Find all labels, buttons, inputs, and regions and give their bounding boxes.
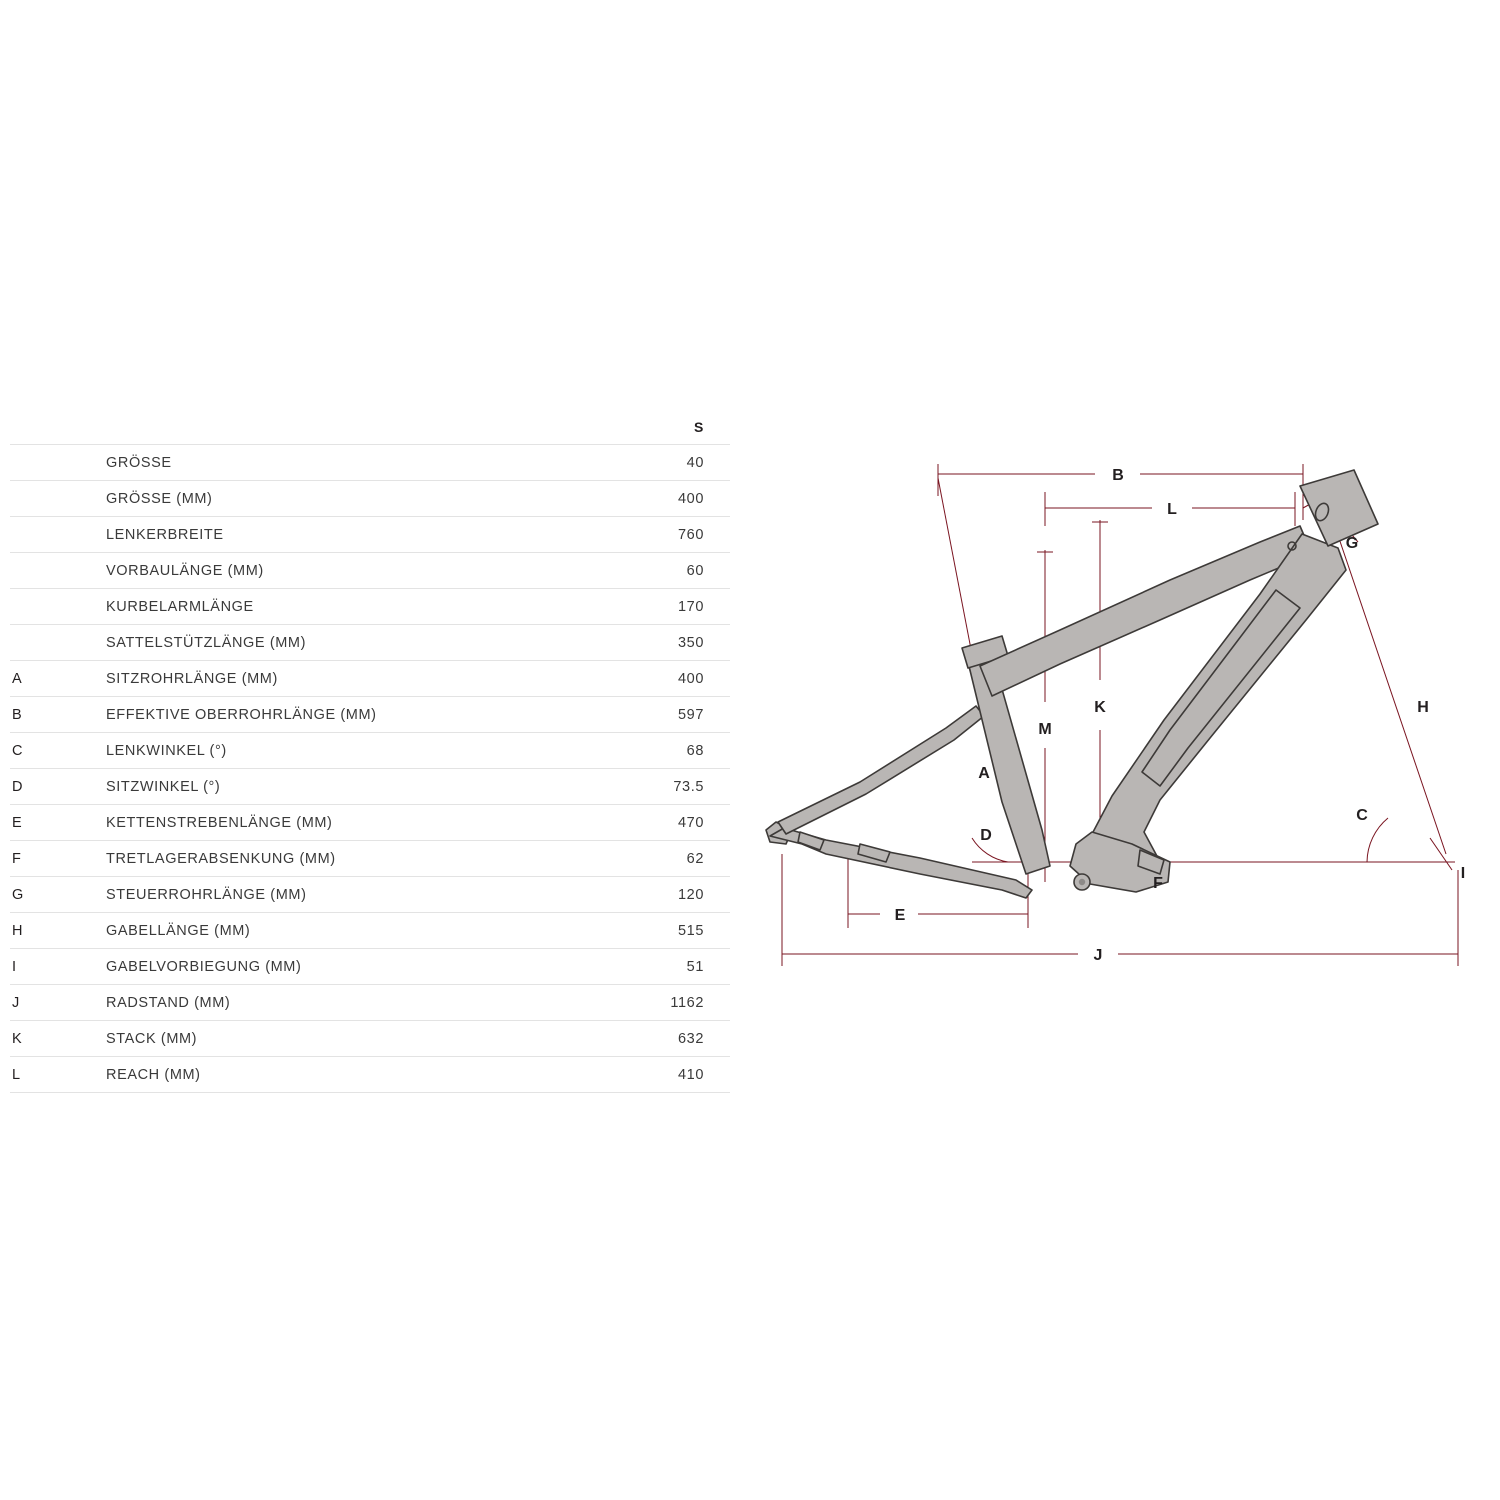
- label-g: G: [1345, 535, 1359, 552]
- row-letter: C: [12, 742, 24, 759]
- table-row: [10, 733, 730, 769]
- label-b: B: [1112, 467, 1124, 484]
- row-value: 60: [686, 562, 704, 579]
- row-label: VORBAULÄNGE (MM): [106, 562, 264, 579]
- dim-c-arc: [1367, 818, 1388, 862]
- row-letter: B: [12, 706, 23, 723]
- label-l: L: [1167, 501, 1177, 518]
- row-letter: L: [12, 1066, 21, 1083]
- row-value: 470: [678, 814, 704, 831]
- row-label: STEUERROHRLÄNGE (MM): [106, 886, 307, 903]
- row-value: 51: [686, 958, 704, 975]
- row-value: 760: [678, 526, 704, 543]
- table-row: [10, 877, 730, 913]
- row-value: 400: [678, 490, 704, 507]
- row-value: 73.5: [673, 778, 704, 795]
- row-letter: A: [12, 670, 23, 687]
- battery-inset: [1142, 590, 1300, 786]
- row-value: 68: [686, 742, 704, 759]
- label-a: A: [978, 765, 990, 782]
- row-letter: H: [12, 922, 24, 939]
- bb-center: [1079, 879, 1085, 885]
- row-label: SITZROHRLÄNGE (MM): [106, 670, 278, 687]
- dim-i-line: [1430, 838, 1452, 870]
- table-head: [10, 410, 730, 445]
- table-row: [10, 769, 730, 805]
- row-label: KETTENSTREBENLÄNGE (MM): [106, 814, 333, 831]
- row-letter: G: [12, 886, 24, 903]
- row-label: LENKWINKEL (°): [106, 742, 227, 759]
- dim-b-leader-left: [938, 478, 975, 670]
- table-header-row: [10, 410, 730, 445]
- chainstay-detail: [798, 832, 824, 850]
- row-value: 632: [678, 1030, 704, 1047]
- header-size-s: S: [694, 419, 704, 435]
- row-label: SITZWINKEL (°): [106, 778, 221, 795]
- table-row: [10, 913, 730, 949]
- row-value: 410: [678, 1066, 704, 1083]
- row-label: STACK (MM): [106, 1030, 198, 1047]
- table-row: [10, 697, 730, 733]
- row-value: 170: [678, 598, 704, 615]
- table-row: [10, 805, 730, 841]
- table-row: [10, 949, 730, 985]
- row-label: GRÖSSE: [106, 454, 172, 471]
- label-j: J: [1093, 947, 1103, 964]
- row-label: GABELLÄNGE (MM): [106, 922, 251, 939]
- row-label: GABELVORBIEGUNG (MM): [106, 958, 302, 975]
- table-row: [10, 1021, 730, 1057]
- geometry-table-container: [10, 410, 730, 1093]
- row-label: RADSTAND (MM): [106, 994, 231, 1011]
- table-row: [10, 481, 730, 517]
- row-label: LENKERBREITE: [106, 526, 224, 543]
- seatstay: [778, 706, 984, 834]
- label-m: M: [1038, 721, 1052, 738]
- geometry-table: [10, 410, 730, 1093]
- row-label: REACH (MM): [106, 1066, 201, 1083]
- row-letter: [10, 625, 98, 661]
- row-letter: [10, 553, 98, 589]
- frame-illustration: [766, 470, 1378, 898]
- label-k: K: [1094, 699, 1106, 716]
- table-row: [10, 985, 730, 1021]
- label-d: D: [980, 827, 992, 844]
- header-property: [98, 410, 643, 445]
- row-letter: [10, 445, 98, 481]
- row-letter: [10, 589, 98, 625]
- frame-geometry-diagram: [740, 430, 1480, 990]
- head-tube: [1300, 470, 1378, 546]
- row-value: 350: [678, 634, 704, 651]
- label-e: E: [894, 907, 906, 924]
- label-c: C: [1356, 807, 1368, 824]
- row-label: EFFEKTIVE OBERROHRLÄNGE (MM): [106, 706, 377, 723]
- table-row: [10, 445, 730, 481]
- row-letter: I: [12, 958, 17, 975]
- row-letter: [10, 481, 98, 517]
- table-row: [10, 661, 730, 697]
- table-row: [10, 625, 730, 661]
- label-h: H: [1417, 699, 1429, 716]
- table-row: [10, 841, 730, 877]
- label-f: F: [1153, 875, 1163, 892]
- table-row: [10, 589, 730, 625]
- table-row: [10, 553, 730, 589]
- row-letter: F: [12, 850, 22, 867]
- row-letter: D: [12, 778, 24, 795]
- row-value: 62: [686, 850, 704, 867]
- table-row: [10, 517, 730, 553]
- row-label: KURBELARMLÄNGE: [106, 598, 254, 615]
- table-body: [10, 445, 730, 1093]
- row-label: SATTELSTÜTZLÄNGE (MM): [106, 634, 307, 651]
- row-letter: J: [12, 994, 20, 1011]
- row-letter: E: [12, 814, 23, 831]
- row-value: 40: [686, 454, 704, 471]
- row-letter: [10, 517, 98, 553]
- row-value: 400: [678, 670, 704, 687]
- header-letter: [10, 410, 98, 445]
- row-letter: K: [12, 1030, 23, 1047]
- row-label: TRETLAGERABSENKUNG (MM): [106, 850, 336, 867]
- row-label: GRÖSSE (MM): [106, 490, 213, 507]
- row-value: 515: [678, 922, 704, 939]
- row-value: 120: [678, 886, 704, 903]
- dim-h-line: [1326, 500, 1446, 854]
- label-i: I: [1460, 865, 1466, 882]
- row-value: 1162: [670, 994, 704, 1011]
- row-value: 597: [678, 706, 704, 723]
- table-row: [10, 1057, 730, 1093]
